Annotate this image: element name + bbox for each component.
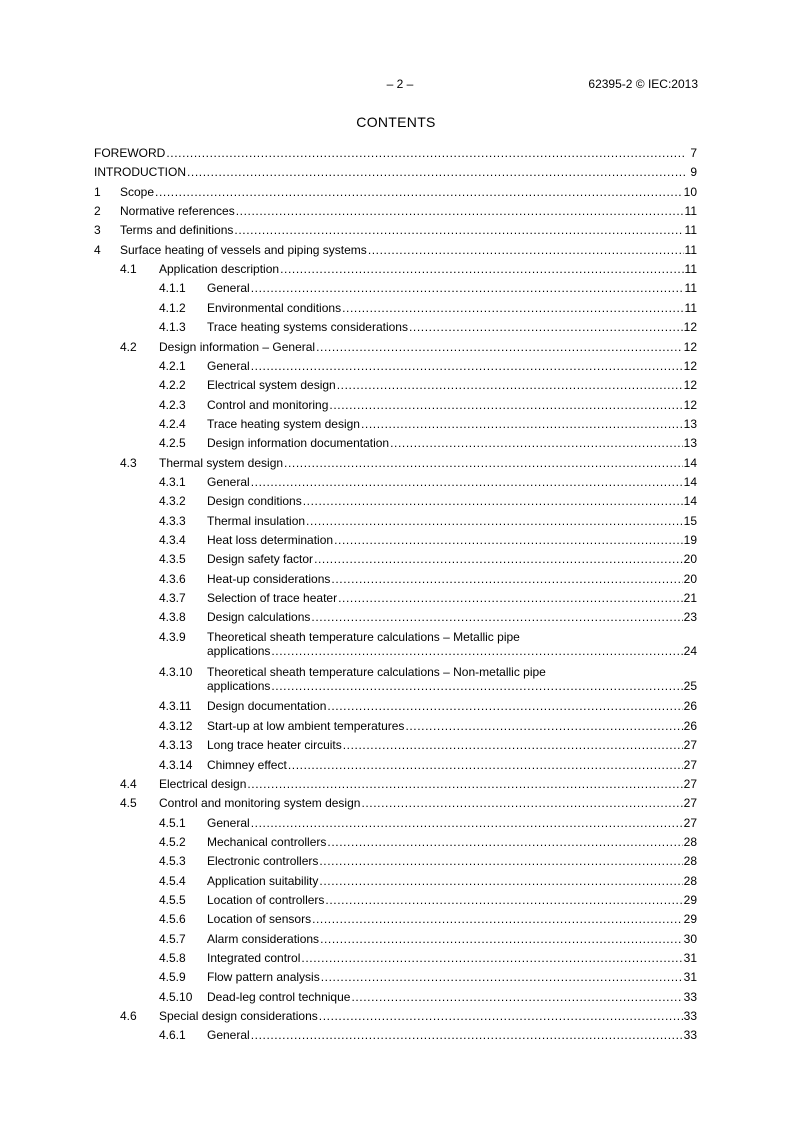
toc-entry[interactable] bbox=[0, 970, 793, 986]
toc-entry-page: 19 bbox=[683, 533, 697, 547]
toc-dot-leader bbox=[368, 243, 684, 257]
toc-entry[interactable] bbox=[0, 146, 793, 162]
toc-entry-page: 31 bbox=[683, 970, 697, 985]
toc-entry-number: 4.6 bbox=[120, 1009, 137, 1024]
toc-dot-leader bbox=[334, 533, 683, 547]
toc-entry-title: Thermal insulation bbox=[207, 513, 306, 528]
toc-entry-page: 25 bbox=[683, 678, 697, 693]
toc-entry[interactable] bbox=[0, 398, 793, 414]
toc-entry[interactable] bbox=[0, 185, 793, 201]
toc-entry-number: 4.4 bbox=[120, 776, 137, 791]
toc-entry-page: 24 bbox=[683, 643, 697, 658]
toc-entry-number: 4.3.14 bbox=[159, 757, 193, 772]
document-id: 62395-2 © IEC:2013 bbox=[588, 77, 698, 91]
toc-dot-leader bbox=[343, 738, 683, 752]
toc-entry-page: 31 bbox=[683, 951, 697, 965]
toc-dot-leader bbox=[325, 893, 682, 907]
toc-dot-leader bbox=[251, 359, 683, 373]
toc-entry-number: 4.5.1 bbox=[159, 815, 186, 830]
toc-entry-title: General bbox=[207, 815, 250, 830]
toc-dot-leader bbox=[390, 436, 683, 450]
toc-entry-number: 4.3.4 bbox=[159, 533, 186, 547]
toc-entry-title: Environmental conditions bbox=[207, 300, 342, 315]
toc-entry-number: 4.5.8 bbox=[159, 951, 186, 965]
toc-entry[interactable] bbox=[0, 1028, 793, 1044]
page-number: – 2 – bbox=[386, 77, 414, 91]
toc-entry[interactable] bbox=[0, 165, 793, 181]
toc-entry[interactable] bbox=[0, 990, 793, 1006]
toc-entry-number: 4.6.1 bbox=[159, 1028, 186, 1043]
toc-dot-leader bbox=[338, 591, 683, 605]
toc-entry[interactable] bbox=[0, 223, 793, 239]
toc-dot-leader bbox=[234, 223, 683, 237]
toc-entry-page: 9 bbox=[690, 165, 697, 180]
toc-dot-leader bbox=[316, 340, 683, 354]
toc-entry[interactable] bbox=[0, 796, 793, 812]
toc-entry-title: Selection of trace heater bbox=[207, 591, 338, 606]
toc-entry-title: Location of controllers bbox=[207, 892, 325, 907]
toc-entry-number: 4.2.5 bbox=[159, 436, 186, 451]
toc-entry-title: Design safety factor bbox=[207, 552, 314, 567]
toc-entry-title: General bbox=[207, 1028, 250, 1043]
toc-entry-page: 13 bbox=[683, 416, 697, 431]
toc-entry-number: 4.5.9 bbox=[159, 970, 186, 985]
toc-entry-title: General bbox=[207, 358, 250, 373]
toc-dot-leader bbox=[331, 572, 682, 586]
toc-entry[interactable] bbox=[0, 514, 793, 530]
toc-dot-leader bbox=[351, 990, 682, 1004]
page-title: CONTENTS bbox=[356, 114, 436, 130]
toc-entry-title: Long trace heater circuits bbox=[207, 738, 342, 753]
toc-dot-leader bbox=[409, 320, 683, 334]
toc-entry[interactable] bbox=[0, 932, 793, 948]
toc-entry-title: Trace heating systems considerations bbox=[207, 320, 408, 335]
toc-entry-title: Mechanical controllers bbox=[207, 834, 327, 849]
toc-entry-number: 4.3.2 bbox=[159, 494, 186, 509]
toc-entry[interactable] bbox=[0, 591, 793, 607]
toc-dot-leader bbox=[251, 475, 683, 489]
toc-entry-number: 4.5.6 bbox=[159, 912, 186, 927]
toc-entry-page: 29 bbox=[683, 912, 697, 927]
toc-entry-number: 4.1 bbox=[120, 262, 137, 277]
toc-entry-number: 4.5 bbox=[120, 796, 137, 811]
toc-entry[interactable] bbox=[0, 417, 793, 433]
toc-entry-number: 4.5.5 bbox=[159, 892, 186, 907]
toc-entry-page: 11 bbox=[684, 262, 697, 277]
toc-entry-page: 28 bbox=[683, 873, 697, 888]
toc-entry-title: Application description bbox=[159, 262, 280, 277]
toc-entry-page: 28 bbox=[683, 854, 697, 869]
toc-entry-title: Chimney effect bbox=[207, 757, 287, 772]
toc-entry-title: Scope bbox=[120, 184, 155, 199]
toc-dot-leader bbox=[166, 146, 686, 160]
toc-entry-title: Theoretical sheath temperature calculations – Metallic pipe bbox=[207, 629, 520, 644]
toc-entry[interactable] bbox=[0, 874, 793, 890]
toc-entry-title: Design conditions bbox=[207, 494, 302, 509]
toc-entry[interactable] bbox=[0, 699, 793, 715]
toc-entry-number: 4.1.1 bbox=[159, 281, 186, 296]
toc-entry-number: 1 bbox=[94, 184, 101, 199]
toc-entry-number: 4.3.1 bbox=[159, 474, 186, 489]
toc-entry[interactable] bbox=[0, 475, 793, 491]
toc-entry-number: 4.5.2 bbox=[159, 834, 186, 849]
toc-entry-page: 27 bbox=[683, 738, 697, 753]
toc-entry-page: 33 bbox=[683, 1009, 697, 1024]
toc-entry-page: 28 bbox=[683, 834, 697, 849]
toc-entry-page: 11 bbox=[684, 223, 697, 238]
toc-entry-title: Application suitability bbox=[207, 873, 319, 888]
toc-entry[interactable] bbox=[0, 816, 793, 832]
toc-entry-number: 4.3 bbox=[120, 455, 137, 470]
toc-dot-leader bbox=[314, 552, 683, 566]
toc-entry-title: Trace heating system design bbox=[207, 416, 360, 431]
toc-entry[interactable] bbox=[0, 777, 793, 793]
toc-entry[interactable] bbox=[0, 629, 793, 658]
toc-entry-title: Special design considerations bbox=[159, 1009, 318, 1024]
toc-entry[interactable] bbox=[0, 758, 793, 774]
toc-entry-title: Alarm considerations bbox=[207, 931, 320, 946]
toc-entry-title: Electronic controllers bbox=[207, 854, 319, 869]
toc-entry-title: Design information – General bbox=[159, 339, 316, 354]
toc-entry-number: 4.2 bbox=[120, 339, 137, 354]
toc-entry[interactable] bbox=[0, 378, 793, 394]
toc-entry[interactable] bbox=[0, 320, 793, 336]
toc-entry-page: 33 bbox=[683, 1028, 697, 1043]
toc-dot-leader bbox=[327, 835, 682, 849]
toc-entry-number: 4.3.11 bbox=[159, 699, 192, 714]
toc-entry-page: 29 bbox=[683, 892, 697, 907]
toc-dot-leader bbox=[342, 301, 683, 315]
toc-entry-page: 7 bbox=[690, 146, 697, 160]
toc-entry-number: 4 bbox=[94, 242, 101, 257]
toc-entry-page: 11 bbox=[684, 242, 697, 257]
toc-dot-leader bbox=[321, 970, 683, 984]
toc-entry-page: 14 bbox=[683, 455, 697, 470]
toc-dot-leader bbox=[251, 1028, 683, 1042]
toc-dot-leader bbox=[405, 719, 682, 733]
toc-entry-page: 12 bbox=[683, 397, 697, 412]
toc-entry[interactable] bbox=[0, 664, 793, 693]
toc-entry[interactable] bbox=[0, 301, 793, 317]
toc-dot-leader bbox=[284, 456, 683, 470]
toc-entry-number: 4.3.5 bbox=[159, 552, 186, 567]
toc-dot-leader bbox=[303, 494, 683, 508]
toc-entry-title: Start-up at low ambient temperatures bbox=[207, 718, 405, 733]
toc-entry-page: 12 bbox=[683, 358, 697, 373]
toc-dot-leader bbox=[236, 204, 684, 218]
toc-entry[interactable] bbox=[0, 359, 793, 375]
toc-entry-title: Normative references bbox=[120, 204, 235, 219]
toc-entry-number: 4.3.6 bbox=[159, 571, 186, 586]
toc-entry-page: 10 bbox=[683, 184, 697, 199]
toc-entry-title: Electrical design bbox=[159, 776, 247, 791]
toc-entry-title: General bbox=[207, 474, 250, 489]
toc-entry-page: 11 bbox=[684, 300, 697, 315]
toc-entry-page: 26 bbox=[683, 699, 697, 714]
toc-entry-number: 2 bbox=[94, 204, 101, 219]
toc-entry-page: 12 bbox=[683, 339, 697, 354]
toc-entry-title-continued: applications bbox=[207, 643, 271, 658]
toc-entry[interactable] bbox=[0, 854, 793, 870]
page-header bbox=[94, 77, 698, 93]
toc-entry-number: 4.3.10 bbox=[159, 664, 193, 679]
toc-dot-leader bbox=[327, 699, 682, 713]
toc-dot-leader bbox=[319, 1009, 683, 1023]
toc-entry[interactable] bbox=[0, 893, 793, 909]
toc-entry[interactable] bbox=[0, 572, 793, 588]
toc-entry-page: 20 bbox=[683, 571, 697, 586]
toc-entry-title: FOREWORD bbox=[94, 146, 166, 160]
toc-entry[interactable] bbox=[0, 951, 793, 967]
toc-entry-title: Design documentation bbox=[207, 699, 327, 714]
toc-entry-number: 3 bbox=[94, 223, 101, 238]
toc-dot-leader bbox=[288, 758, 683, 772]
toc-entry-page: 33 bbox=[683, 989, 697, 1004]
toc-entry[interactable] bbox=[0, 204, 793, 220]
toc-entry-page: 27 bbox=[683, 796, 697, 811]
toc-dot-leader bbox=[187, 165, 686, 179]
toc-entry[interactable] bbox=[0, 243, 793, 259]
toc-dot-leader bbox=[251, 816, 683, 830]
toc-entry[interactable] bbox=[0, 719, 793, 735]
toc-entry[interactable] bbox=[0, 610, 793, 626]
toc-entry-number: 4.2.3 bbox=[159, 397, 186, 412]
toc-dot-leader bbox=[280, 262, 683, 276]
toc-entry[interactable] bbox=[0, 738, 793, 754]
toc-entry-number: 4.1.2 bbox=[159, 300, 186, 315]
toc-entry-title: Heat-up considerations bbox=[207, 571, 331, 586]
toc-entry-title: INTRODUCTION bbox=[94, 165, 186, 180]
toc-entry-number: 4.1.3 bbox=[159, 320, 186, 335]
toc-entry-page: 30 bbox=[683, 931, 697, 946]
toc-dot-leader bbox=[271, 644, 682, 658]
toc-entry[interactable] bbox=[0, 912, 793, 928]
toc-entry-number: 4.3.7 bbox=[159, 591, 186, 606]
toc-entry-page: 27 bbox=[683, 757, 697, 772]
toc-entry-page: 13 bbox=[683, 436, 697, 451]
toc-entry-title: Dead-leg control technique bbox=[207, 989, 351, 1004]
toc-entry[interactable] bbox=[0, 436, 793, 452]
toc-dot-leader bbox=[320, 932, 683, 946]
toc-entry-number: 4.5.7 bbox=[159, 931, 186, 946]
toc-dot-leader bbox=[247, 777, 682, 791]
toc-entry[interactable] bbox=[0, 533, 793, 549]
toc-entry-title: Location of sensors bbox=[207, 912, 312, 927]
toc-entry-number: 4.5.4 bbox=[159, 873, 186, 888]
toc-entry-number: 4.2.2 bbox=[159, 378, 186, 393]
toc-entry-title: Design information documentation bbox=[207, 436, 390, 451]
toc-entry-title: General bbox=[207, 281, 250, 296]
toc-entry-number: 4.3.8 bbox=[159, 610, 186, 625]
toc-entry[interactable] bbox=[0, 456, 793, 472]
toc-entry-title: Integrated control bbox=[207, 951, 301, 965]
toc-entry[interactable] bbox=[0, 552, 793, 568]
toc-dot-leader bbox=[155, 185, 683, 199]
toc-entry[interactable] bbox=[0, 340, 793, 356]
toc-entry-number: 4.2.4 bbox=[159, 416, 186, 431]
toc-entry[interactable] bbox=[0, 835, 793, 851]
toc-entry-page: 12 bbox=[683, 378, 697, 393]
toc-entry[interactable] bbox=[0, 281, 793, 297]
toc-entry-page: 21 bbox=[683, 591, 697, 606]
toc-entry-title-continued: applications bbox=[207, 678, 271, 693]
toc-entry-title: Surface heating of vessels and piping systems bbox=[120, 242, 367, 257]
toc-dot-leader bbox=[337, 378, 683, 392]
toc-entry-page: 12 bbox=[683, 320, 697, 335]
toc-entry[interactable] bbox=[0, 494, 793, 510]
toc-entry-page: 11 bbox=[684, 281, 697, 296]
toc-entry-title: Thermal system design bbox=[159, 455, 284, 470]
toc-entry-number: 4.2.1 bbox=[159, 358, 186, 373]
toc-dot-leader bbox=[301, 951, 682, 965]
toc-entry-number: 4.5.3 bbox=[159, 854, 186, 869]
toc-dot-leader bbox=[311, 610, 682, 624]
toc-dot-leader bbox=[306, 514, 683, 528]
toc-dot-leader bbox=[361, 417, 683, 431]
toc-entry-number: 4.3.13 bbox=[159, 738, 193, 753]
toc-entry[interactable] bbox=[0, 262, 793, 278]
toc-entry-number: 4.3.9 bbox=[159, 629, 186, 644]
toc-entry-title: Control and monitoring bbox=[207, 397, 329, 412]
toc-entry[interactable] bbox=[0, 1009, 793, 1025]
toc-entry-page: 14 bbox=[683, 474, 697, 489]
toc-entry-number: 4.3.3 bbox=[159, 513, 186, 528]
toc-entry-page: 11 bbox=[684, 204, 697, 219]
toc-dot-leader bbox=[312, 912, 683, 926]
toc-dot-leader bbox=[319, 874, 682, 888]
toc-entry-title: Design calculations bbox=[207, 610, 311, 625]
toc-entry-title: Flow pattern analysis bbox=[207, 970, 320, 985]
toc-entry-page: 27 bbox=[683, 776, 697, 791]
toc-dot-leader bbox=[271, 679, 682, 693]
toc-dot-leader bbox=[329, 398, 682, 412]
toc-entry-number: 4.5.10 bbox=[159, 989, 193, 1004]
toc-dot-leader bbox=[319, 854, 682, 868]
toc-entry-page: 14 bbox=[683, 494, 697, 509]
toc-dot-leader bbox=[251, 281, 684, 295]
toc-entry-page: 26 bbox=[683, 718, 697, 733]
toc-dot-leader bbox=[361, 796, 682, 810]
toc-entry-number: 4.3.12 bbox=[159, 718, 193, 733]
toc-entry-page: 27 bbox=[683, 815, 697, 830]
toc-entry-title: Terms and definitions bbox=[120, 223, 234, 238]
toc-entry-title: Theoretical sheath temperature calculations – Non-metallic pipe bbox=[207, 664, 546, 679]
toc-entry-page: 23 bbox=[683, 610, 697, 625]
toc-entry-title: Control and monitoring system design bbox=[159, 796, 361, 811]
toc-entry-page: 20 bbox=[683, 552, 697, 567]
toc-entry-title: Heat loss determination bbox=[207, 533, 334, 547]
toc-entry-title: Electrical system design bbox=[207, 378, 336, 393]
toc-entry-page: 15 bbox=[683, 513, 697, 528]
